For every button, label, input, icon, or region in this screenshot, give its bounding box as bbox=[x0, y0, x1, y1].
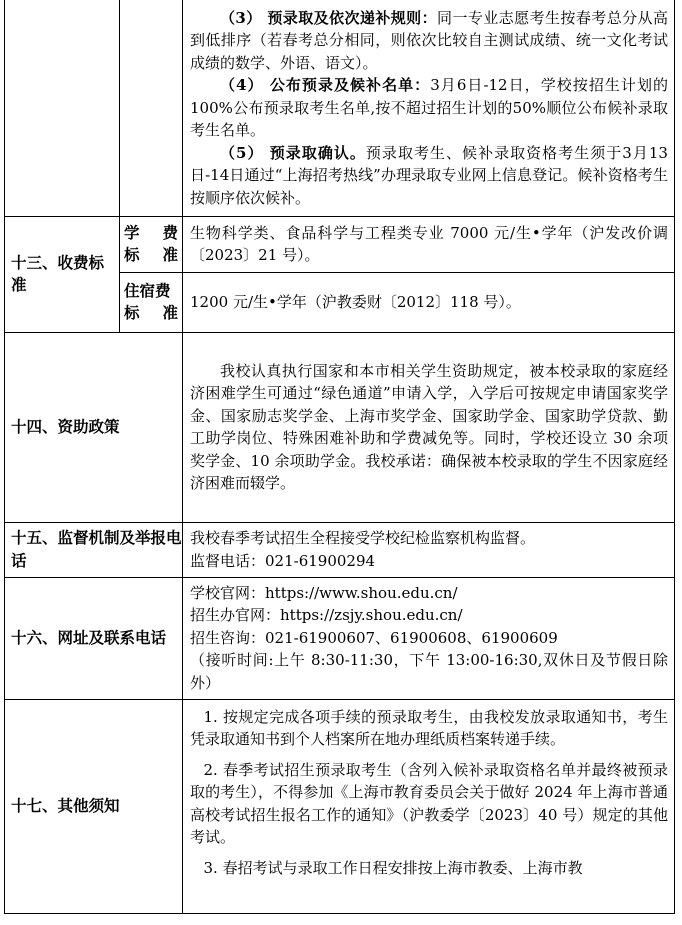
aid-text-cell bbox=[183, 332, 675, 522]
rule-5-text: 预录取考生、候补录取资格考生须于3月13日-14日通过“上海招考热线”办理录取专业网上信息登记。候补资格考生按顺序依次候补。 bbox=[190, 143, 668, 207]
other-header: 十七、其他须知 bbox=[5, 699, 183, 913]
admissions-website-line[interactable]: 招生办官网：https://zsjy.shou.edu.cn/ bbox=[190, 606, 463, 625]
table-row bbox=[5, 522, 675, 577]
table-row bbox=[5, 216, 675, 272]
supervision-line-1: 我校春季考试招生全程接受学校纪检监察机构监督。 bbox=[190, 529, 536, 547]
table-row bbox=[5, 0, 675, 216]
contact-cell bbox=[183, 577, 675, 699]
tuition-label-char: 标 bbox=[124, 245, 140, 264]
tuition-label-char: 准 bbox=[162, 245, 178, 264]
rule-3-text: 同一专业志愿考生按春考总分从高到低排序（若春考总分相同，则依次比较自主测试成绩、统一文化考试成绩的数学、外语、语文）。 bbox=[190, 8, 668, 72]
dorm-label-text: 住宿费 bbox=[124, 280, 171, 300]
school-website-line[interactable]: 学校官网：https://www.shou.edu.cn/ bbox=[190, 583, 458, 602]
rule-5 bbox=[190, 142, 668, 210]
admissions-info-table bbox=[4, 0, 675, 914]
consult-phone-line: 招生咨询：021-61900607、61900608、61900609 bbox=[190, 628, 558, 647]
dorm-label-char: 标 bbox=[124, 303, 140, 322]
other-item-3: 3. 春招考试与录取工作日程安排按上海市教委、上海市教 bbox=[203, 858, 583, 877]
dorm-label-char: 准 bbox=[162, 303, 178, 322]
other-cell bbox=[183, 699, 675, 913]
rule-4-text: 3月6日-12日，学校按招生计划的100%公布预录取考生名单,按不超过招生计划的50%顺位公布候补录取考生名单。 bbox=[190, 76, 668, 139]
fees-header: 十三、收费标准 bbox=[5, 216, 120, 332]
tuition-value: 生物科学类、食品科学与工程类专业 7000 元/生•学年（沪发改价调〔2023〕21 号）。 bbox=[183, 216, 675, 272]
rule-3-heading: （3） 预录取及依次递补规则： bbox=[220, 8, 438, 27]
aid-header: 十四、资助政策 bbox=[5, 332, 183, 522]
contact-header: 十六、网址及联系电话 bbox=[5, 577, 183, 699]
empty-sub-cell bbox=[120, 0, 183, 216]
supervision-phone: 监督电话：021-61900294 bbox=[190, 551, 376, 570]
table-row bbox=[5, 577, 675, 699]
empty-header-cell bbox=[5, 0, 120, 216]
dorm-value: 1200 元/生•学年（沪教委财〔2012〕118 号）。 bbox=[183, 272, 675, 332]
tuition-label bbox=[120, 216, 183, 272]
rule-3 bbox=[190, 7, 668, 75]
hours-line: （接听时间:上午 8:30-11:30，下午 13:00-16:30,双休日及节假日除外） bbox=[190, 651, 668, 692]
rule-5-heading: （5） 预录取确认。 bbox=[220, 143, 366, 162]
dorm-label bbox=[120, 272, 183, 332]
rule-4 bbox=[190, 74, 668, 142]
admission-rules-cell bbox=[183, 0, 675, 216]
tuition-label-char: 费 bbox=[162, 222, 178, 242]
rule-4-heading: （4） 公布预录及候补名单： bbox=[220, 76, 431, 94]
tuition-label-char: 学 bbox=[124, 222, 140, 242]
supervision-header: 十五、监督机制及举报电话 bbox=[5, 522, 183, 577]
table-row bbox=[5, 332, 675, 522]
supervision-cell bbox=[183, 522, 675, 577]
other-item-1: 1. 按规定完成各项手续的预录取考生，由我校发放录取通知书，考生凭录取通知书到个人档案所在地办理纸质档案转递手续。 bbox=[190, 707, 668, 748]
aid-text: 我校认真执行国家和本市相关学生资助规定，被本校录取的家庭经济困难学生可通过“绿色通道”申请入学，入学后可按规定申请国家奖学金、国家励志奖学金、上海市奖学金、国家助学金、国家助学贷款、勤工助学岗位、特殊困难补助和学费减免等。同时，学校还设立 30 余项奖学金、10 余项助学金。我校承诺：确保被本校录取的学生不因家庭经济困难而辍学。 bbox=[190, 361, 668, 492]
table-row bbox=[5, 699, 675, 913]
other-item-2: 2. 春季考试招生预录取考生（含列入候补录取资格名单并最终被预录取的考生），不得参加《上海市教育委员会关于做好 2024 年上海市普通高校考试招生报名工作的通知》（沪教委学〔2023〕40 号）规定的其他考试。 bbox=[190, 760, 668, 846]
